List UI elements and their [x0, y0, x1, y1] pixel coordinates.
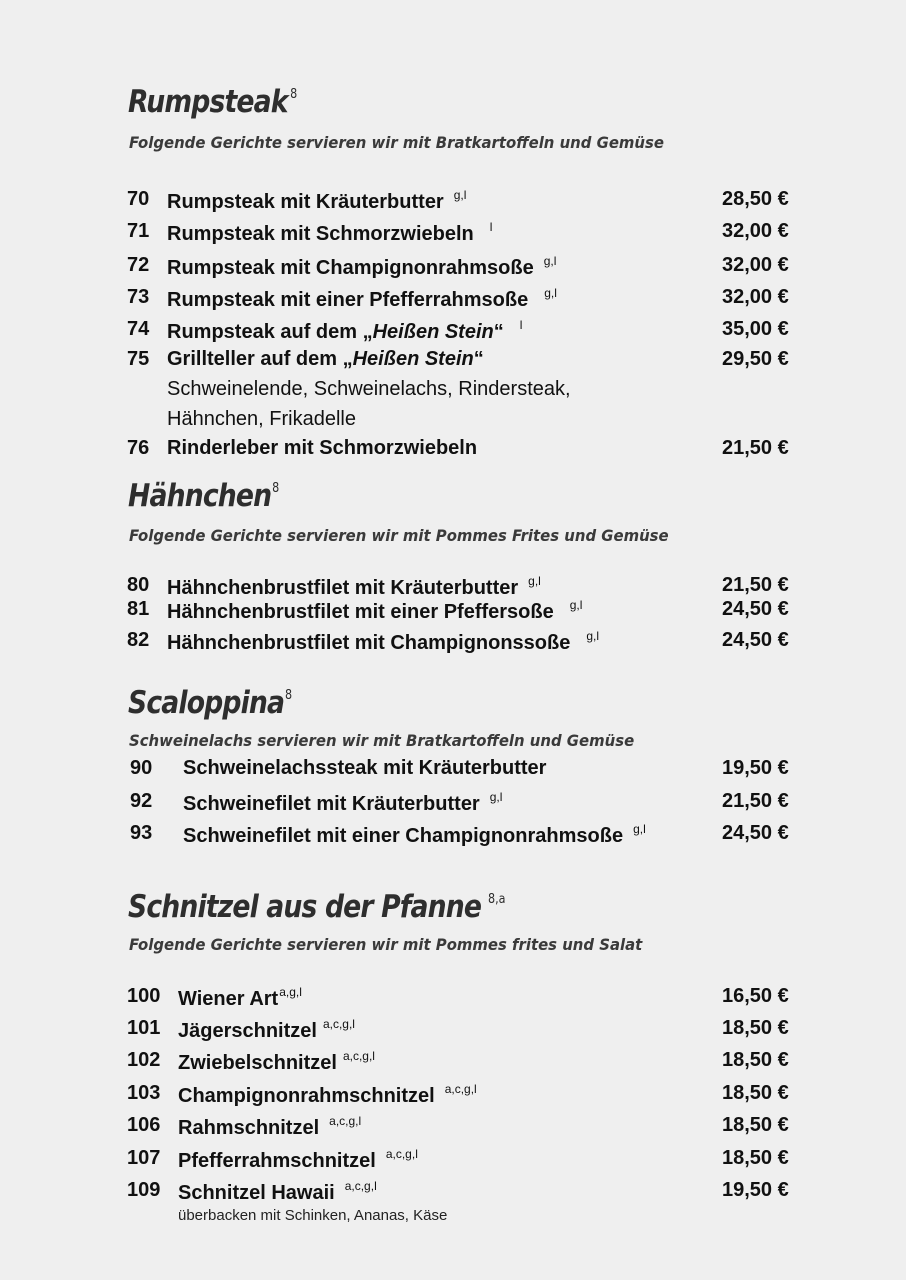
- item-name: Schweinelachssteak mit Kräuterbutter: [183, 757, 547, 779]
- item-price: 35,00 €: [722, 318, 789, 340]
- item-number: 102: [127, 1049, 161, 1071]
- item-name: Rumpsteak auf dem „Heißen Stein“ $^l$: [167, 318, 523, 343]
- section-title-allergen-sup: 8: [290, 87, 298, 102]
- item-number: 90: [130, 757, 153, 779]
- allergen-sup: g,l: [633, 822, 646, 836]
- allergen-sup: a,c,g,l: [385, 1147, 418, 1161]
- item-price: 19,50 €: [722, 1179, 789, 1201]
- item-name: Schnitzel Hawaii $^{a,c,g,l}$: [178, 1179, 377, 1204]
- item-number: 103: [127, 1082, 161, 1104]
- item-price: 32,00 €: [722, 286, 789, 308]
- item-number: 75: [127, 348, 150, 370]
- item-number: 80: [127, 574, 150, 596]
- item-price: 18,50 €: [722, 1049, 789, 1071]
- item-number: 106: [127, 1114, 161, 1136]
- item-name: Rahmschnitzel $^{a,c,g,l}$: [178, 1114, 362, 1139]
- item-name: Rumpsteak mit Schmorzwiebeln $^l$: [167, 220, 493, 245]
- item-name: Hähnchenbrustfilet mit einer Pfeffersoße $^{g,l}$: [167, 598, 583, 623]
- item-description: Schweinelende, Schweinelachs, Rindersteak,: [167, 378, 571, 400]
- item-name: Grillteller auf dem „Heißen Stein“: [167, 348, 484, 370]
- allergen-sup: a,c,g,l: [344, 1179, 377, 1193]
- section-title-allergen-sup: 8,a: [487, 892, 506, 907]
- item-price: 21,50 €: [722, 437, 789, 459]
- item-name: Rumpsteak mit einer Pfefferrahmsoße $^{g,l}$: [167, 286, 557, 311]
- item-price: 18,50 €: [722, 1147, 789, 1169]
- item-name: Rumpsteak mit Champignonrahmsoße $^{g,l}$: [167, 254, 557, 279]
- item-description: Hähnchen, Frikadelle: [167, 408, 356, 430]
- allergen-sup: g,l: [586, 629, 600, 643]
- allergen-sup: a,c,g,l: [329, 1114, 362, 1128]
- item-number: 93: [130, 822, 153, 844]
- item-name: Pfefferrahmschnitzel $^{a,c,g,l}$: [178, 1147, 418, 1172]
- section-title-schnitzel: Schnitzel aus der Pfanne $^{8,a}$: [128, 889, 506, 925]
- item-number: 92: [130, 790, 153, 812]
- item-name: Hähnchenbrustfilet mit Champignonssoße $^{g,l}$: [167, 629, 600, 654]
- section-subtitle-scaloppina: Schweinelachs servieren wir mit Bratkartoffeln und Gemüse: [129, 731, 635, 750]
- allergen-sup: g,l: [569, 598, 583, 612]
- section-subtitle-schnitzel: Folgende Gerichte servieren wir mit Pommes frites und Salat: [129, 935, 643, 954]
- item-name: Hähnchenbrustfilet mit Kräuterbutter $^{g,l}$: [167, 574, 541, 599]
- item-number: 72: [127, 254, 150, 276]
- item-price: 21,50 €: [722, 790, 789, 812]
- item-number: 71: [127, 220, 150, 242]
- allergen-sup: l: [489, 220, 493, 234]
- section-title-allergen-sup: 8: [272, 481, 280, 496]
- item-number: 81: [127, 598, 150, 620]
- item-price: 19,50 €: [722, 757, 789, 779]
- item-name: Schweinefilet mit einer Champignonrahmsoße $^{g,l}$: [183, 822, 646, 847]
- allergen-sup: g,l: [453, 188, 467, 202]
- item-name: Rinderleber mit Schmorzwiebeln: [167, 437, 478, 459]
- item-number: 101: [127, 1017, 161, 1039]
- item-number: 109: [127, 1179, 161, 1201]
- allergen-sup: g,l: [528, 574, 541, 588]
- section-title-rumpsteak: Rumpsteak $^8$: [128, 84, 298, 120]
- allergen-sup: a,g,l: [279, 985, 302, 999]
- item-number: 73: [127, 286, 150, 308]
- allergen-sup: a,c,g,l: [342, 1049, 375, 1063]
- section-title-haehnchen: Hähnchen$^8$: [128, 478, 280, 514]
- section-title-allergen-sup: 8: [284, 688, 293, 703]
- allergen-sup: a,c,g,l: [322, 1017, 355, 1031]
- allergen-sup: g,l: [489, 790, 503, 804]
- item-name: Rumpsteak mit Kräuterbutter $^{g,l}$: [167, 188, 467, 213]
- section-subtitle-haehnchen: Folgende Gerichte servieren wir mit Pommes Frites und Gemüse: [129, 526, 669, 545]
- item-name: Schweinefilet mit Kräuterbutter $^{g,l}$: [183, 790, 503, 815]
- item-price: 24,50 €: [722, 629, 789, 651]
- item-price: 24,50 €: [722, 822, 789, 844]
- item-number: 74: [127, 318, 150, 340]
- item-name: Jägerschnitzel $^{a,c,g,l}$: [178, 1017, 355, 1042]
- item-number: 82: [127, 629, 150, 651]
- item-number: 76: [127, 437, 150, 459]
- item-name: Champignonrahmschnitzel $^{a,c,g,l}$: [178, 1082, 477, 1107]
- item-price: 18,50 €: [722, 1082, 789, 1104]
- allergen-sup: g,l: [543, 254, 557, 268]
- section-subtitle-rumpsteak: Folgende Gerichte servieren wir mit Bratkartoffeln und Gemüse: [129, 133, 664, 152]
- item-price: 18,50 €: [722, 1114, 789, 1136]
- item-number: 100: [127, 985, 161, 1007]
- item-price: 29,50 €: [722, 348, 789, 370]
- item-description: überbacken mit Schinken, Ananas, Käse: [178, 1207, 448, 1224]
- item-number: 70: [127, 188, 150, 210]
- item-price: 18,50 €: [722, 1017, 789, 1039]
- item-name: Wiener Art$^{a,g,l}$: [178, 985, 302, 1010]
- item-price: 28,50 €: [722, 188, 789, 210]
- allergen-sup: l: [519, 318, 523, 332]
- item-price: 16,50 €: [722, 985, 789, 1007]
- item-price: 32,00 €: [722, 220, 789, 242]
- item-price: 21,50 €: [722, 574, 789, 596]
- section-title-scaloppina: Scaloppina$^8$: [128, 685, 293, 721]
- item-price: 32,00 €: [722, 254, 789, 276]
- item-number: 107: [127, 1147, 161, 1169]
- allergen-sup: g,l: [544, 286, 557, 300]
- allergen-sup: a,c,g,l: [444, 1082, 477, 1096]
- item-name: Zwiebelschnitzel $^{a,c,g,l}$: [178, 1049, 375, 1074]
- item-price: 24,50 €: [722, 598, 789, 620]
